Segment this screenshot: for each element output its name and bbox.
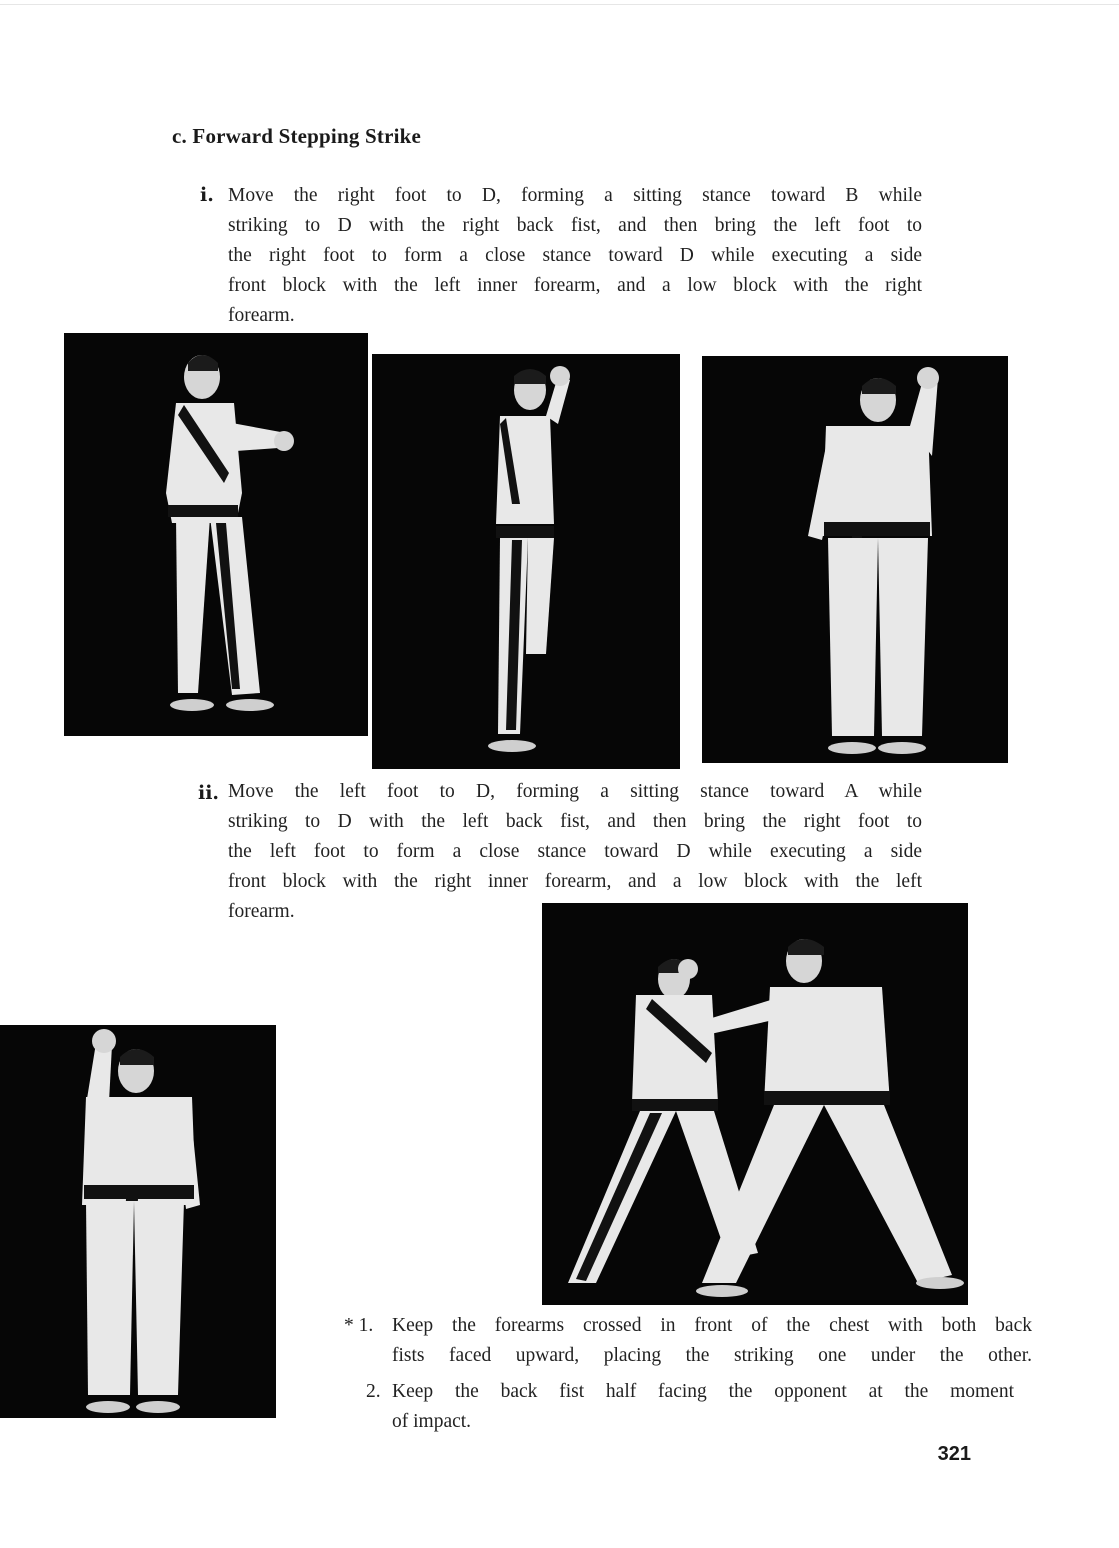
note-2 — [392, 1377, 1014, 1437]
step-ii-line-5: forearm. — [228, 901, 295, 922]
section-heading: c. Forward Stepping Strike — [172, 124, 422, 148]
step-ii-line-4: front block with the right inner forearm, and a low block with the left — [228, 871, 922, 892]
step-ii-line-1: Move the left foot to D, forming a sitting stance toward A while — [228, 781, 922, 802]
note-marker-2: 2. — [366, 1381, 381, 1402]
photo-4-sparring-pair — [542, 903, 968, 1305]
step-i-line-5: forearm. — [228, 305, 295, 326]
step-i-line-3: the right foot to form a close stance toward D while executing a side — [228, 245, 922, 266]
step-ii-line-3: the left foot to form a close stance toward D while executing a side — [228, 841, 922, 862]
page-top-edge — [0, 4, 1119, 5]
step-ii-line-2: striking to D with the left back fist, and then bring the right foot to — [228, 811, 922, 832]
photo-3-side-front-block — [702, 356, 1008, 763]
photo-1-fighting-stance — [64, 333, 368, 736]
note-1 — [392, 1311, 1032, 1371]
step-i-paragraph — [228, 181, 922, 331]
note-1-line-2: fists faced upward, placing the striking one under the other. — [392, 1345, 1032, 1366]
note-1-line-1: Keep the forearms crossed in front of the chest with both back — [392, 1315, 1032, 1336]
note-2-line-1: Keep the back fist half facing the opponent at the moment — [392, 1381, 1014, 1402]
figure-illustration — [0, 1025, 276, 1418]
step-marker-ii: ii. — [198, 782, 220, 804]
photo-5-close-stance — [0, 1025, 276, 1418]
step-marker-i: i. — [200, 184, 214, 206]
page-number: 321 — [937, 1443, 971, 1465]
note-marker-1: * 1. — [344, 1315, 374, 1336]
step-i-line-2: striking to D with the right back fist, and then bring the left foot to — [228, 215, 922, 236]
step-i-line-4: front block with the left inner forearm, and a low block with the right — [228, 275, 922, 296]
note-2-line-2: of impact. — [392, 1411, 472, 1432]
figure-illustration — [702, 356, 1008, 763]
photo-2-back-fist-strike — [372, 354, 680, 769]
figure-illustration — [372, 354, 680, 769]
figure-illustration — [64, 333, 368, 736]
step-i-line-1: Move the right foot to D, forming a sitting stance toward B while — [228, 185, 922, 206]
figure-illustration — [542, 903, 968, 1305]
